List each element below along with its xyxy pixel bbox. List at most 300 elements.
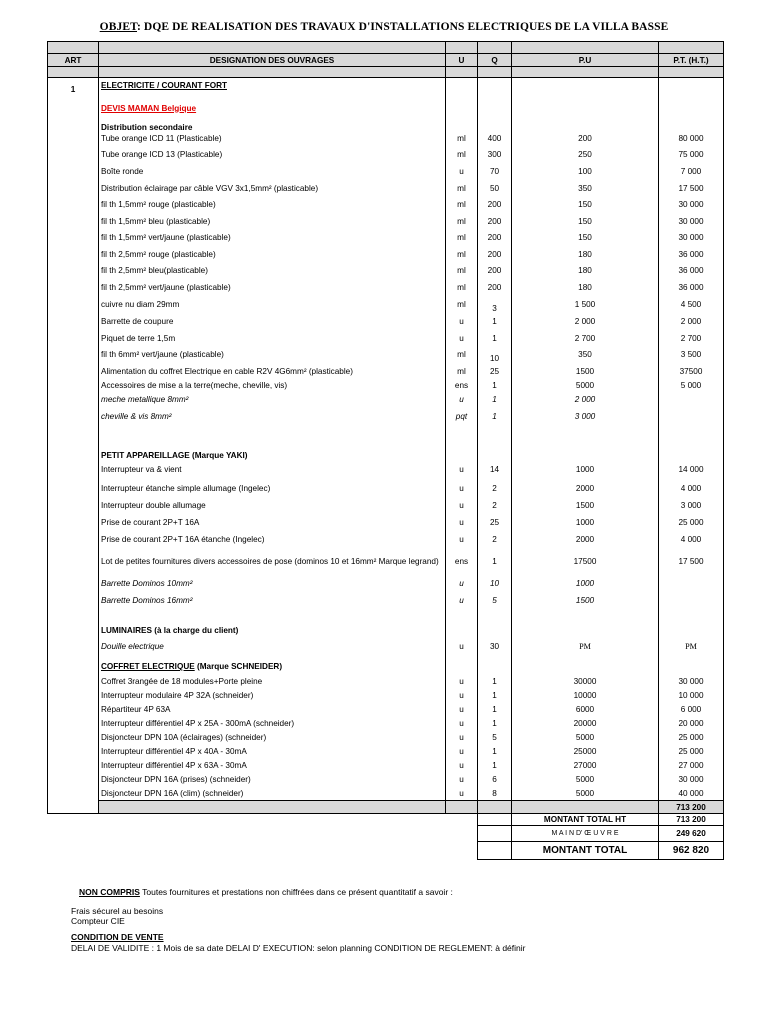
condition-label: CONDITION DE VENTE: [71, 932, 164, 942]
section-main: ELECTRICITE / COURANT FORT: [99, 81, 446, 95]
table-row: [48, 460, 724, 480]
blank-cell: [512, 113, 659, 132]
blank-cell: [512, 81, 659, 95]
item-quantity: 2: [478, 531, 512, 548]
item-unit: u: [446, 391, 478, 408]
item-designation: Interrupteur étanche simple allumage (Ingelec): [99, 480, 446, 497]
item-total-price: 36 000: [659, 246, 724, 263]
table-row: [48, 773, 724, 787]
item-unit-price: 100: [512, 163, 659, 180]
blank-cell: [478, 95, 512, 113]
supplier-text: DEVIS MAMAN Belgique: [99, 95, 446, 113]
art-cell: [48, 787, 99, 801]
item-quantity: 1: [478, 313, 512, 330]
item-designation: Boîte ronde: [99, 163, 446, 180]
table-row: [48, 197, 724, 213]
art-cell: [48, 531, 99, 548]
art-cell: [48, 480, 99, 497]
item-designation: Lot de petites fournitures divers accessoires de pose (dominos 10 et 16mm² Marque legrand): [99, 548, 446, 576]
item-designation: fil th 1,5mm² vert/jaune (plasticable): [99, 230, 446, 246]
item-unit-price: 5000: [512, 773, 659, 787]
item-quantity: 14: [478, 460, 512, 480]
blank-cell: [659, 81, 724, 95]
item-total-price: 20 000: [659, 717, 724, 731]
document-title: [0, 21, 768, 33]
art-cell: [48, 773, 99, 787]
item-quantity: 25: [478, 363, 512, 380]
table-row: [48, 363, 724, 380]
item-designation: Barrette de coupure: [99, 313, 446, 330]
table-row: [48, 279, 724, 296]
item-unit-price: 1500: [512, 497, 659, 514]
table-row: [48, 497, 724, 514]
blank-cell: [446, 426, 478, 446]
item-unit-price: 25000: [512, 745, 659, 759]
section-luminaires-text: LUMINAIRES (à la charge du client): [99, 621, 446, 635]
item-quantity: 200: [478, 246, 512, 263]
art-cell: [48, 132, 99, 146]
item-unit: pqt: [446, 408, 478, 426]
item-designation: fil th 1,5mm² bleu (plasticable): [99, 213, 446, 230]
item-designation: Barrette Dominos 16mm²: [99, 592, 446, 609]
table-row: [48, 408, 724, 426]
header-spacer-row-2: [48, 67, 724, 78]
item-unit: u: [446, 531, 478, 548]
art-cell: [48, 576, 99, 592]
item-total-price: 30 000: [659, 230, 724, 246]
item-unit: u: [446, 731, 478, 745]
title-text: : DQE DE REALISATION DES TRAVAUX D'INSTALLATIONS ELECTRIQUES DE LA VILLA BASSE: [137, 21, 669, 33]
item-total-price: 30 000: [659, 213, 724, 230]
item-unit-price: PM: [512, 635, 659, 659]
table-row: [48, 296, 724, 313]
item-unit-price: 150: [512, 230, 659, 246]
table-row: [48, 146, 724, 163]
item-quantity: 200: [478, 263, 512, 279]
item-quantity: 200: [478, 230, 512, 246]
blank-cell: [659, 426, 724, 446]
item-designation: Interrupteur va & vient: [99, 460, 446, 480]
table-row: [48, 263, 724, 279]
item-unit-price: 2 000: [512, 391, 659, 408]
item-unit-price: 2 700: [512, 330, 659, 347]
item-total-price: [659, 391, 724, 408]
art-cell: [48, 197, 99, 213]
art-cell: [48, 246, 99, 263]
header-row: [48, 54, 724, 67]
item-total-price: 2 700: [659, 330, 724, 347]
item-unit: ml: [446, 363, 478, 380]
item-total-price: 36 000: [659, 279, 724, 296]
item-unit-price: 200: [512, 132, 659, 146]
item-quantity: 200: [478, 213, 512, 230]
empty-cell: [48, 814, 478, 826]
item-designation: cuivre nu diam 29mm: [99, 296, 446, 313]
blank-cell: [478, 609, 512, 621]
item-unit-price: 1500: [512, 363, 659, 380]
blank-cell: [512, 659, 659, 675]
item-unit-price: 17500: [512, 548, 659, 576]
item-designation: Interrupteur double allumage: [99, 497, 446, 514]
total-ht-label: MONTANT TOTAL HT: [512, 814, 659, 826]
item-quantity: 8: [478, 787, 512, 801]
item-unit-price: 20000: [512, 717, 659, 731]
subtotal-row: [48, 801, 724, 814]
art-cell: [48, 113, 99, 132]
spacer-row: [48, 609, 724, 621]
table-row: [48, 230, 724, 246]
item-total-price: 4 000: [659, 480, 724, 497]
item-unit: u: [446, 514, 478, 531]
art-cell: [48, 263, 99, 279]
art-cell: [48, 514, 99, 531]
table-row: [48, 391, 724, 408]
item-quantity: 1: [478, 759, 512, 773]
item-total-price: 25 000: [659, 745, 724, 759]
item-unit: u: [446, 773, 478, 787]
blank-cell: [659, 95, 724, 113]
blank-cell: [446, 659, 478, 675]
blank-cell: [512, 426, 659, 446]
item-unit-price: 150: [512, 213, 659, 230]
item-quantity: 2: [478, 480, 512, 497]
art-cell: [48, 621, 99, 635]
item-unit-price: 1000: [512, 460, 659, 480]
table-row: [48, 548, 724, 576]
item-total-price: 80 000: [659, 132, 724, 146]
item-unit: ml: [446, 132, 478, 146]
item-designation: Distribution éclairage par câble VGV 3x1,5mm² (plasticable): [99, 180, 446, 197]
item-quantity: 30: [478, 635, 512, 659]
item-designation: Prise de courant 2P+T 16A étanche (Ingelec): [99, 531, 446, 548]
section-luminaires: [48, 621, 724, 635]
item-designation: Disjoncteur DPN 16A (prises) (schneider): [99, 773, 446, 787]
blank-cell: [659, 659, 724, 675]
art-cell: [48, 391, 99, 408]
header-art: ART: [48, 54, 99, 67]
item-unit: u: [446, 330, 478, 347]
table-row: [48, 592, 724, 609]
item-designation: Disjoncteur DPN 10A (éclairages) (schneider): [99, 731, 446, 745]
item-quantity: 10: [478, 576, 512, 592]
item-quantity: 1: [478, 745, 512, 759]
item-quantity: 1: [478, 391, 512, 408]
item-designation: Douille electrique: [99, 635, 446, 659]
blank-cell: [48, 609, 99, 621]
item-total-price: 30 000: [659, 197, 724, 213]
item-designation: Coffret 3rangée de 18 modules+Porte pleine: [99, 675, 446, 689]
item-unit: ml: [446, 230, 478, 246]
item-unit: u: [446, 717, 478, 731]
montant-total: [48, 842, 724, 860]
table-row: [48, 731, 724, 745]
table-row: [48, 703, 724, 717]
item-unit-price: 180: [512, 263, 659, 279]
item-quantity: 1: [478, 717, 512, 731]
blank-cell: [446, 446, 478, 460]
blank-cell: [512, 801, 659, 814]
item-designation: Prise de courant 2P+T 16A: [99, 514, 446, 531]
item-unit: ml: [446, 213, 478, 230]
item-designation: Tube orange ICD 13 (Plasticable): [99, 146, 446, 163]
item-unit: u: [446, 703, 478, 717]
art-cell: [48, 380, 99, 391]
item-total-price: 36 000: [659, 263, 724, 279]
title-prefix: OBJET: [99, 21, 138, 33]
section-petit-appareillage: [48, 446, 724, 460]
blank-cell: [99, 801, 446, 814]
spacer-row: [48, 426, 724, 446]
section-petit-appareillage-text: PETIT APPAREILLAGE (Marque YAKI): [99, 446, 446, 460]
table-row: [48, 180, 724, 197]
item-designation: Répartiteur 4P 63A: [99, 703, 446, 717]
item-designation: Disjoncteur DPN 16A (clim) (schneider): [99, 787, 446, 801]
item-total-price: PM: [659, 635, 724, 659]
item-unit-price: 5000: [512, 731, 659, 745]
quantity-estimate-table: [47, 41, 724, 860]
item-quantity: 25: [478, 514, 512, 531]
table-row: [48, 717, 724, 731]
article-row: [48, 81, 724, 95]
table-row: [48, 787, 724, 801]
item-quantity: 200: [478, 197, 512, 213]
item-unit: u: [446, 576, 478, 592]
blank-cell: [512, 609, 659, 621]
item-total-price: 14 000: [659, 460, 724, 480]
item-unit-price: 10000: [512, 689, 659, 703]
item-unit-price: 6000: [512, 703, 659, 717]
art-cell: [48, 717, 99, 731]
art-cell: [48, 213, 99, 230]
section-coffret: [48, 659, 724, 675]
item-unit-price: 1 500: [512, 296, 659, 313]
art-cell: [48, 408, 99, 426]
blank-cell: [446, 801, 478, 814]
item-total-price: 37500: [659, 363, 724, 380]
item-total-price: 7 000: [659, 163, 724, 180]
table-row: [48, 759, 724, 773]
blank-cell: [478, 446, 512, 460]
art-cell: [48, 330, 99, 347]
blank-cell: [478, 621, 512, 635]
supplier: [48, 95, 724, 113]
art-cell: [48, 163, 99, 180]
item-quantity: 10: [478, 347, 512, 363]
header-designation: DESIGNATION DES OUVRAGES: [99, 54, 446, 67]
item-unit-price: 180: [512, 246, 659, 263]
item-quantity: 1: [478, 408, 512, 426]
header-unit: U: [446, 54, 478, 67]
header-quantity: Q: [478, 54, 512, 67]
item-unit: ml: [446, 146, 478, 163]
item-unit-price: 30000: [512, 675, 659, 689]
total-ht-value: 713 200: [659, 814, 724, 826]
item-unit-price: 250: [512, 146, 659, 163]
non-compris-note: [79, 887, 453, 897]
item-unit-price: 5000: [512, 787, 659, 801]
item-total-price: 25 000: [659, 731, 724, 745]
art-cell: [48, 460, 99, 480]
blank-cell: [478, 81, 512, 95]
item-unit: u: [446, 313, 478, 330]
item-quantity: 3: [478, 296, 512, 313]
item-unit: ml: [446, 347, 478, 363]
item-total-price: 10 000: [659, 689, 724, 703]
item-unit-price: 2 000: [512, 313, 659, 330]
blank-cell: [48, 426, 99, 446]
blank-cell: [478, 426, 512, 446]
item-unit: u: [446, 675, 478, 689]
empty-cell: [48, 842, 478, 860]
art-cell: [48, 279, 99, 296]
art-cell: [48, 731, 99, 745]
blank-cell: [659, 609, 724, 621]
item-unit-price: 3 000: [512, 408, 659, 426]
art-cell: [48, 675, 99, 689]
art-cell: [48, 146, 99, 163]
header-total-price: P.T. (H.T.): [659, 54, 724, 67]
item-total-price: 2 000: [659, 313, 724, 330]
item-unit: ens: [446, 548, 478, 576]
main-oeuvre-label: M A I N D' Œ U V R E: [512, 826, 659, 842]
item-total-price: 40 000: [659, 787, 724, 801]
section-distribution-text: Distribution secondaire: [99, 113, 446, 132]
item-designation: meche metallique 8mm²: [99, 391, 446, 408]
item-quantity: 5: [478, 592, 512, 609]
art-cell: [48, 759, 99, 773]
table-row: [48, 689, 724, 703]
blank-cell: [446, 81, 478, 95]
art-cell: [48, 347, 99, 363]
item-unit-price: 1000: [512, 514, 659, 531]
item-unit-price: 350: [512, 180, 659, 197]
table-row: [48, 213, 724, 230]
art-cell: [48, 180, 99, 197]
blank-cell: [446, 621, 478, 635]
table-row: [48, 531, 724, 548]
table-row: [48, 246, 724, 263]
blank-cell: [478, 842, 512, 860]
item-quantity: 50: [478, 180, 512, 197]
item-unit-price: 1000: [512, 576, 659, 592]
blank-cell: [446, 95, 478, 113]
item-unit-price: 2000: [512, 480, 659, 497]
table-row: [48, 380, 724, 391]
item-unit: ml: [446, 279, 478, 296]
item-unit: ml: [446, 263, 478, 279]
item-total-price: 25 000: [659, 514, 724, 531]
item-quantity: 200: [478, 279, 512, 296]
montant-total-value: 962 820: [659, 842, 724, 860]
item-total-price: 30 000: [659, 675, 724, 689]
art-cell: [48, 296, 99, 313]
item-designation: fil th 1,5mm² rouge (plasticable): [99, 197, 446, 213]
item-quantity: 6: [478, 773, 512, 787]
item-unit-price: 2000: [512, 531, 659, 548]
item-quantity: 70: [478, 163, 512, 180]
montant-total-label: MONTANT TOTAL: [512, 842, 659, 860]
blank-cell: [99, 609, 446, 621]
subtotal-value: 713 200: [659, 801, 724, 814]
item-designation: Piquet de terre 1,5m: [99, 330, 446, 347]
item-quantity: 1: [478, 548, 512, 576]
item-designation: Interrupteur différentiel 4P x 40A - 30mA: [99, 745, 446, 759]
condition-text: DELAI DE VALIDITE : 1 Mois de sa date DELAI D' EXECUTION: selon planning CONDITION DE REGLEMENT: à définir: [71, 943, 526, 953]
item-unit: u: [446, 787, 478, 801]
item-quantity: 300: [478, 146, 512, 163]
art-cell: [48, 446, 99, 460]
item-total-price: [659, 576, 724, 592]
item-quantity: 1: [478, 703, 512, 717]
blank-cell: [512, 446, 659, 460]
table-body: [48, 42, 724, 860]
item-designation: fil th 2,5mm² bleu(plasticable): [99, 263, 446, 279]
item-total-price: 6 000: [659, 703, 724, 717]
art-cell: [48, 659, 99, 675]
item-designation: Interrupteur différentiel 4P x 63A - 30mA: [99, 759, 446, 773]
item-unit: ml: [446, 197, 478, 213]
item-unit-price: 150: [512, 197, 659, 213]
item-designation: Accessoires de mise a la terre(meche, cheville, vis): [99, 380, 446, 391]
art-cell: [48, 497, 99, 514]
non-compris-text: Toutes fournitures et prestations non chiffrées dans ce présent quantitatif a savoir :: [139, 887, 453, 897]
item-total-price: 5 000: [659, 380, 724, 391]
blank-cell: [478, 113, 512, 132]
blank-cell: [446, 113, 478, 132]
art-cell: [48, 689, 99, 703]
item-unit: ml: [446, 246, 478, 263]
table-row: [48, 132, 724, 146]
blank-cell: [478, 826, 512, 842]
item-total-price: 3 000: [659, 497, 724, 514]
item-total-price: 17 500: [659, 548, 724, 576]
item-quantity: 400: [478, 132, 512, 146]
blank-cell: [478, 659, 512, 675]
art-cell: [48, 635, 99, 659]
art-cell: [48, 95, 99, 113]
table-row: [48, 480, 724, 497]
item-total-price: [659, 592, 724, 609]
art-cell: [48, 703, 99, 717]
section-coffret-label: COFFRET ELECTRIQUE: [101, 662, 195, 671]
blank-cell: [659, 446, 724, 460]
main-oeuvre-value: 249 620: [659, 826, 724, 842]
item-quantity: 5: [478, 731, 512, 745]
item-total-price: 17 500: [659, 180, 724, 197]
section-distribution: [48, 113, 724, 132]
item-quantity: 1: [478, 675, 512, 689]
section-coffret-brand: (Marque SCHNEIDER): [194, 662, 283, 671]
item-unit: u: [446, 497, 478, 514]
article-number: 1: [48, 81, 99, 95]
blank-cell: [512, 621, 659, 635]
item-unit: u: [446, 163, 478, 180]
table-row: [48, 635, 724, 659]
footer-line-2: Compteur CIE: [71, 916, 125, 926]
table-row: [48, 347, 724, 363]
item-unit: ml: [446, 180, 478, 197]
item-unit-price: 1500: [512, 592, 659, 609]
header-unit-price: P.U: [512, 54, 659, 67]
item-total-price: [659, 408, 724, 426]
non-compris-label: NON COMPRIS: [79, 887, 140, 897]
item-unit: u: [446, 759, 478, 773]
table-row: [48, 330, 724, 347]
item-total-price: 27 000: [659, 759, 724, 773]
item-designation: Interrupteur modulaire 4P 32A (schneider): [99, 689, 446, 703]
item-unit: u: [446, 460, 478, 480]
table-row: [48, 163, 724, 180]
